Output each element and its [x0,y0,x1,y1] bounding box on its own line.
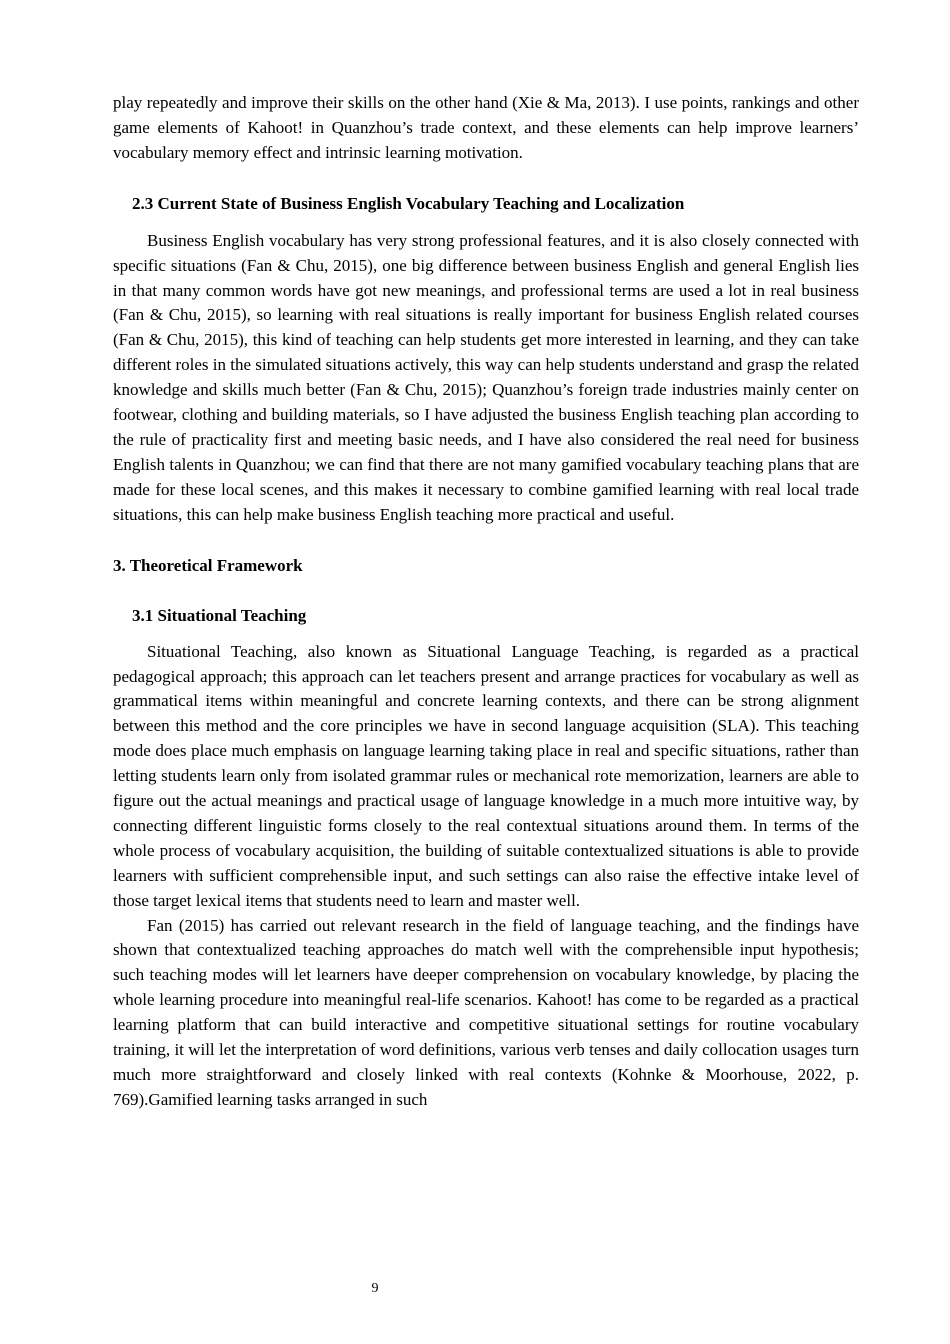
paragraph-2-3: Business English vocabulary has very strong professional features, and it is also closely connected with specific situations (Fan & Chu, 2015), one big difference between business English and general English lies in that many common words have got new meanings, and professional terms are used a lot in real business (Fan & Chu, 2015), so learning with real situations is really important for business English related courses (Fan & Chu, 2015), this kind of teaching can help students get more interested in learning, and they can take different roles in the simulated situations actively, this way can help students understand and grasp the related knowledge and skills much better (Fan & Chu, 2015); Quanzhou’s foreign trade industries mainly center on footwear, clothing and building materials, so I have adjusted the business English teaching plan according to the rule of practicality first and meeting basic needs, and I have also considered the real need for business English talents in Quanzhou; we can find that there are not many gamified vocabulary teaching plans that are made for these local scenes, and this makes it necessary to combine gamified learning with real local trade situations, this can help make business English teaching more practical and useful. [113,230,859,524]
paragraph-intro: play repeatedly and improve their skills on the other hand (Xie & Ma, 2013). I use points, rankings and other game elements of Kahoot! in Quanzhou’s trade context, and these elements can help improve learners’ vocabulary memory effect and intrinsic learning motivation. [113,93,859,162]
paragraph-3-1-a: Situational Teaching, also known as Situational Language Teaching, is regarded as a practical pedagogical approach; this approach can let teachers present and arrange practices for vocabulary as well as grammatical items within meaningful and concrete learning contexts, and there can be strong alignment between this method and the core principles we have in second language acquisition (SLA). This teaching mode does place much emphasis on language learning taking place in real and specific situations, rather than letting students learn only from isolated grammar rules or mechanical rote memorization, learners are able to figure out the actual meanings and practical usage of language knowledge in a much more intuitive way, by connecting different linguistic forms closely to the real contextual situations around them. In terms of the whole process of vocabulary acquisition, the building of suitable contextualized situations is able to provide learners with sufficient comprehensible input, and such settings can also raise the effective intake level of those target lexical items that students need to learn and master well. [113,641,859,910]
section-heading-3-1: 3.1 Situational Teaching [132,605,307,625]
section-heading-3: 3. Theoretical Framework [113,555,303,575]
page-body [113,91,859,1113]
section-heading-2-3: 2.3 Current State of Business English Vocabulary Teaching and Localization [132,193,685,213]
page-number: 9 [371,1281,379,1296]
paragraph-3-1-b: Fan (2015) has carried out relevant research in the field of language teaching, and the findings have shown that contextualized teaching approaches do match well with the comprehensible input hypothesis; such teaching modes will let learners have deeper comprehension on vocabulary knowledge, by placing the whole learning procedure into meaningful real-life scenarios. Kahoot! has come to be regarded as a practical learning platform that can build interactive and competitive situational settings for routine vocabulary training, it will let the interpretation of word definitions, various verb tenses and daily collocation usages turn much more straightforward and closely linked with real contexts (Kohnke & Moorhouse, 2022, p. 769).Gamified learning tasks arranged in such [113,915,859,1109]
